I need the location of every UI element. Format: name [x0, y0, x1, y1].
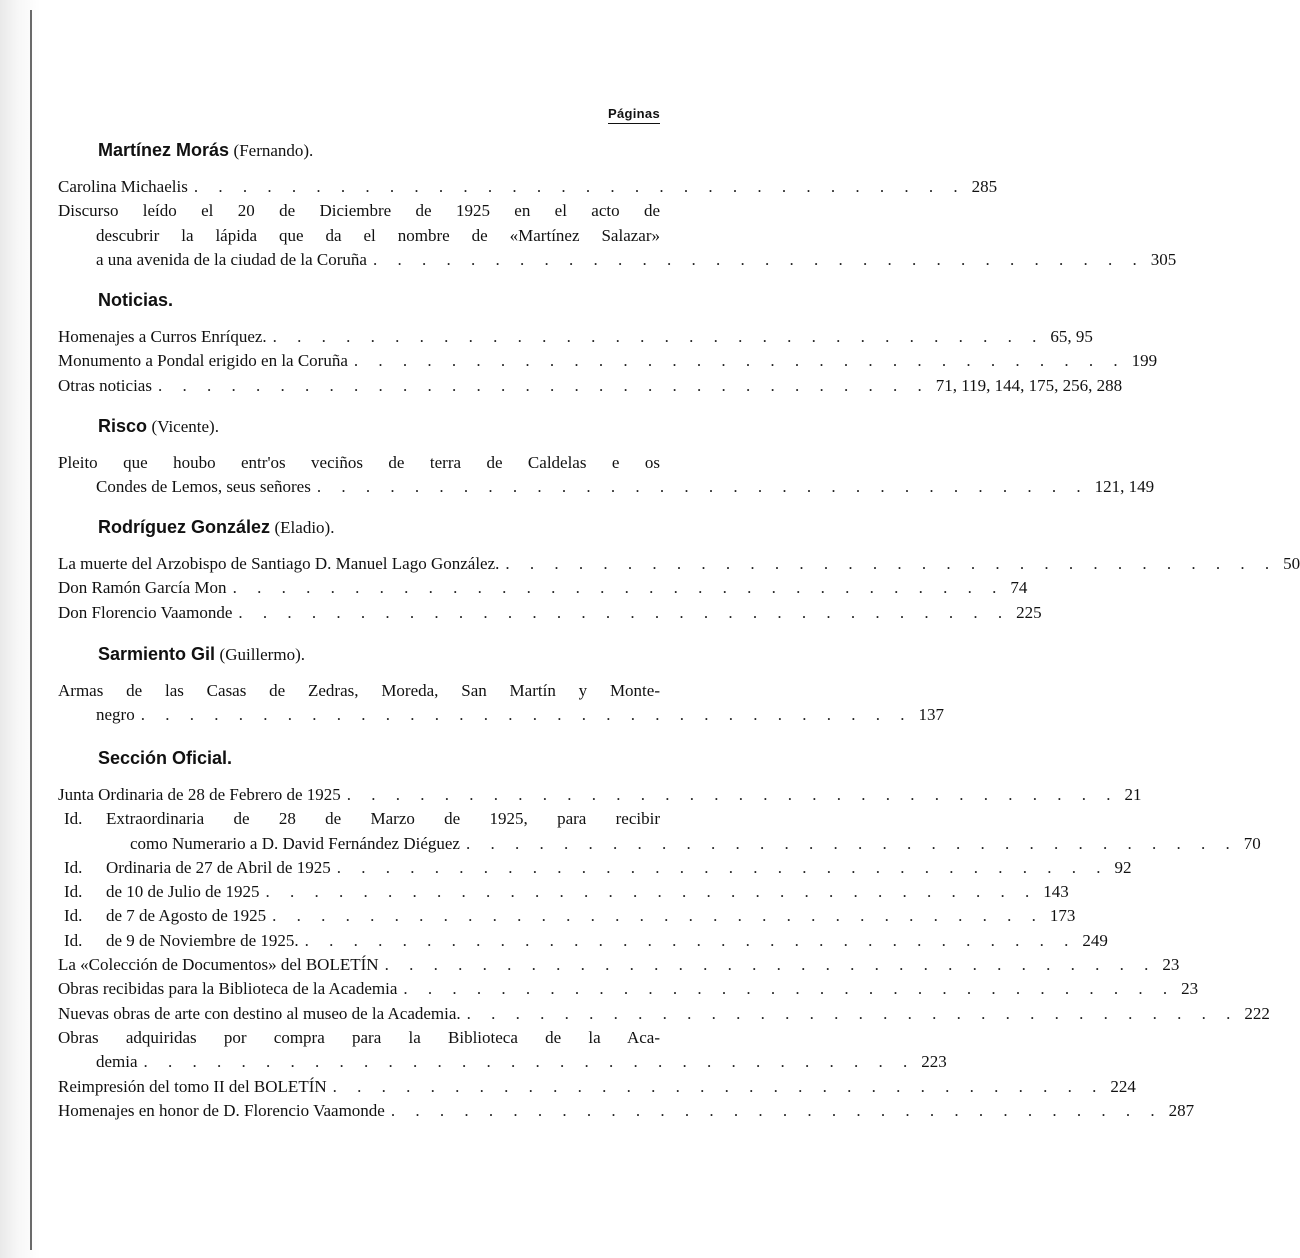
heading-given-name: (Fernando). — [233, 141, 314, 160]
heading-surname: Martínez Morás — [98, 140, 230, 160]
entry-line — [58, 349, 1158, 373]
entry-line — [58, 953, 1180, 977]
entry-page-number: 21 — [1124, 785, 1142, 804]
entry-text: de 10 de Julio de 1925 — [106, 882, 260, 902]
entry-line — [58, 1050, 947, 1074]
entry-text: La «Colección de Documentos» del BOLETÍN — [58, 955, 379, 975]
entry-page-number: 287 — [1168, 1100, 1195, 1120]
index-entry — [58, 349, 1158, 373]
dot-leader: . . . . . . . . . . . . . . . . . . . . . . . . . . . . . . . . — [272, 906, 1044, 926]
entry-page-number: 305 — [1150, 249, 1177, 269]
entry-text: de 7 de Agosto de 1925 — [106, 906, 267, 926]
entry-line — [58, 783, 1142, 807]
entry-text: Armas de las Casas de Zedras, Moreda, San Martín y Monte- — [58, 681, 660, 700]
index-entry — [58, 783, 1142, 807]
section-heading — [98, 748, 660, 769]
entry-text: Homenajes en honor de D. Florencio Vaamonde — [58, 1100, 385, 1120]
entry-line — [58, 552, 1300, 576]
entry-line — [58, 832, 1261, 856]
heading-surname: Risco — [98, 416, 148, 436]
index-entry — [58, 576, 1028, 600]
dot-leader: . . . . . . . . . . . . . . . . . . . . . . . . . . . . . . . . — [353, 351, 1126, 371]
entry-line — [58, 679, 660, 703]
section-heading — [98, 290, 660, 311]
entry-prefix: Id. — [64, 882, 83, 902]
index-entry — [58, 904, 1076, 928]
page-binding-edge — [0, 0, 40, 1258]
index-entry — [58, 199, 1177, 272]
dot-leader: . . . . . . . . . . . . . . . . . . . . . . . . . . . . . . . . — [157, 375, 930, 395]
entry-text: Don Florencio Vaamonde — [58, 602, 233, 622]
entry-page-number: 249 — [1082, 930, 1108, 950]
heading-surname: Sarmiento Gil — [98, 644, 216, 664]
heading-surname: Noticias. — [98, 290, 174, 310]
dot-leader: . . . . . . . . . . . . . . . . . . . . . . . . . . . . . . . . — [505, 554, 1278, 573]
index-entry — [58, 552, 1300, 576]
entry-text: Pleito que houbo entr'os veciños de terra de Caldelas e os — [58, 453, 660, 472]
index-entry — [58, 1099, 1195, 1123]
entry-line — [58, 175, 998, 199]
dot-leader: . . . . . . . . . . . . . . . . . . . . . . . . . . . . . . . . — [193, 177, 966, 196]
entry-text: Condes de Lemos, seus señores — [96, 477, 311, 497]
entry-page-number: 65, 95 — [1050, 327, 1093, 346]
entry-line — [58, 904, 1076, 928]
heading-surname: Sección Oficial. — [98, 748, 233, 768]
entry-text: Don Ramón García Mon — [58, 578, 227, 598]
section-risco — [58, 416, 1155, 500]
index-entry — [58, 1075, 1136, 1099]
heading-given-name: (Vicente). — [151, 417, 219, 436]
entry-page-number: 70 — [1243, 833, 1261, 853]
entry-text: Obras recibidas para la Biblioteca de la Academia — [58, 979, 398, 999]
index-entry — [58, 679, 944, 728]
section-heading — [98, 416, 660, 437]
entry-page-number: 121, 149 — [1094, 477, 1155, 497]
dot-leader: . . . . . . . . . . . . . . . . . . . . . . . . . . . . . . . . — [403, 979, 1176, 999]
entry-page-number: 223 — [921, 1052, 947, 1072]
entry-text: Obras adquiridas por compra para la Biblioteca de la Aca- — [58, 1027, 660, 1047]
entry-page-number: 71, 119, 144, 175, 256, 288 — [935, 375, 1123, 395]
index-entry — [58, 953, 1180, 977]
entry-line — [58, 1075, 1136, 1099]
dot-leader: . . . . . . . . . . . . . . . . . . . . . . . . . . . . . . . . — [332, 1076, 1105, 1096]
dot-leader: . . . . . . . . . . . . . . . . . . . . . . . . . . . . . . . . — [346, 785, 1119, 804]
entry-text: negro — [96, 705, 135, 725]
entry-prefix: Id. — [64, 809, 83, 829]
dot-leader: . . . . . . . . . . . . . . . . . . . . . . . . . . . . . . . . — [384, 955, 1157, 975]
section-rodriguez-gonzalez — [58, 517, 1300, 625]
dot-leader: . . . . . . . . . . . . . . . . . . . . . . . . . . . . . . . . — [238, 602, 1011, 622]
entry-text: Extraordinaria de 28 de Marzo de 1925, para recibir — [106, 809, 660, 829]
dot-leader: . . . . . . . . . . . . . . . . . . . . . . . . . . . . . . . . — [466, 1003, 1239, 1023]
index-entry — [58, 1026, 947, 1075]
entry-line — [58, 576, 1028, 600]
index-entry — [58, 929, 1108, 953]
entry-page-number: 23 — [1162, 955, 1180, 975]
entry-page-number: 285 — [971, 177, 998, 196]
index-entry — [58, 977, 1199, 1001]
heading-surname: Rodríguez González — [98, 517, 271, 537]
entry-page-number: 50 — [1283, 554, 1300, 573]
entry-text: Ordinaria de 27 de Abril de 1925 — [106, 857, 331, 877]
dot-leader: . . . . . . . . . . . . . . . . . . . . . . . . . . . . . . . . — [143, 1052, 916, 1072]
entry-text: Otras noticias — [58, 375, 152, 395]
entry-line — [58, 856, 1132, 880]
entry-text: de 9 de Noviembre de 1925. — [106, 930, 299, 950]
entry-page-number: 173 — [1049, 906, 1076, 926]
entry-page-number: 199 — [1131, 351, 1158, 371]
index-entry — [58, 325, 1093, 349]
entry-text: La muerte del Arzobispo de Santiago D. Manuel Lago González. — [58, 554, 500, 573]
entry-page-number: 74 — [1010, 578, 1028, 598]
entry-page-number: 23 — [1181, 979, 1199, 999]
entry-text: descubrir la lápida que da el nombre de «Martínez Salazar» — [96, 225, 660, 245]
entry-text: Homenajes a Curros Enríquez. — [58, 327, 267, 346]
entry-text: Junta Ordinaria de 28 de Febrero de 1925 — [58, 785, 341, 804]
entry-line — [58, 1026, 660, 1050]
entry-line — [58, 1002, 1270, 1026]
entry-line — [58, 703, 944, 727]
index-entry — [58, 601, 1042, 625]
heading-given-name: (Guillermo). — [219, 645, 305, 664]
dot-leader: . . . . . . . . . . . . . . . . . . . . . . . . . . . . . . . . — [304, 930, 1077, 950]
index-entry — [58, 1002, 1270, 1026]
entry-page-number: 137 — [918, 705, 944, 725]
index-entry — [58, 856, 1132, 880]
dot-leader: . . . . . . . . . . . . . . . . . . . . . . . . . . . . . . . . — [272, 327, 1045, 346]
entry-text: demia — [96, 1052, 138, 1072]
entry-page-number: 225 — [1016, 602, 1042, 622]
entry-page-number: 222 — [1244, 1003, 1270, 1023]
dot-leader: . . . . . . . . . . . . . . . . . . . . . . . . . . . . . . . . — [465, 833, 1238, 853]
pages-column-header: Páginas — [608, 106, 660, 124]
entry-prefix: Id. — [64, 857, 83, 877]
heading-given-name: (Eladio). — [274, 518, 335, 537]
entry-line — [58, 929, 1108, 953]
entry-line — [58, 1099, 1195, 1123]
entry-line — [58, 807, 660, 831]
section-heading — [98, 140, 660, 161]
dot-leader: . . . . . . . . . . . . . . . . . . . . . . . . . . . . . . . . — [265, 882, 1038, 902]
index-entry — [58, 175, 998, 199]
entry-prefix: Id. — [64, 930, 83, 950]
entry-line — [58, 880, 1069, 904]
entry-line — [58, 325, 1093, 349]
section-sarmiento-gil — [58, 644, 944, 728]
section-martinez-moras — [58, 140, 1177, 272]
entry-line — [58, 374, 1123, 398]
entry-text: como Numerario a D. David Fernández Diéguez — [130, 833, 460, 853]
entry-text: Reimpresión del tomo II del BOLETÍN — [58, 1076, 327, 1096]
index-entry — [58, 451, 1155, 500]
entry-page-number: 92 — [1114, 857, 1132, 877]
entry-prefix: Id. — [64, 906, 83, 926]
entry-page-number: 224 — [1110, 1076, 1136, 1096]
dot-leader: . . . . . . . . . . . . . . . . . . . . . . . . . . . . . . . . — [390, 1100, 1163, 1120]
entry-text: Monumento a Pondal erigido en la Coruña — [58, 351, 348, 371]
binding-shadow-line — [30, 10, 32, 1250]
index-entry — [58, 374, 1123, 398]
section-heading — [98, 517, 660, 538]
entry-text: Nuevas obras de arte con destino al museo de la Academia. — [58, 1003, 461, 1023]
section-seccion-oficial — [58, 748, 1270, 1123]
entry-line — [58, 199, 660, 223]
entry-line — [58, 451, 660, 475]
entry-line — [58, 977, 1199, 1001]
entry-page-number: 143 — [1043, 882, 1069, 902]
section-heading — [98, 644, 660, 665]
entry-line — [58, 248, 1177, 272]
dot-leader: . . . . . . . . . . . . . . . . . . . . . . . . . . . . . . . . — [140, 705, 913, 725]
section-noticias — [58, 290, 1158, 398]
entry-text: Carolina Michaelis — [58, 177, 188, 196]
entry-text: Discurso leído el 20 de Diciembre de 1925 en el acto de — [58, 201, 660, 221]
dot-leader: . . . . . . . . . . . . . . . . . . . . . . . . . . . . . . . . — [316, 477, 1089, 497]
entry-text: a una avenida de la ciudad de la Coruña — [96, 249, 367, 269]
dot-leader: . . . . . . . . . . . . . . . . . . . . . . . . . . . . . . . . — [336, 857, 1109, 877]
index-entry — [58, 880, 1069, 904]
dot-leader: . . . . . . . . . . . . . . . . . . . . . . . . . . . . . . . . — [232, 578, 1005, 598]
dot-leader: . . . . . . . . . . . . . . . . . . . . . . . . . . . . . . . . — [372, 249, 1145, 269]
entry-line — [58, 601, 1042, 625]
entry-line — [58, 224, 660, 248]
entry-line — [58, 475, 1155, 499]
index-entry — [58, 807, 1261, 856]
